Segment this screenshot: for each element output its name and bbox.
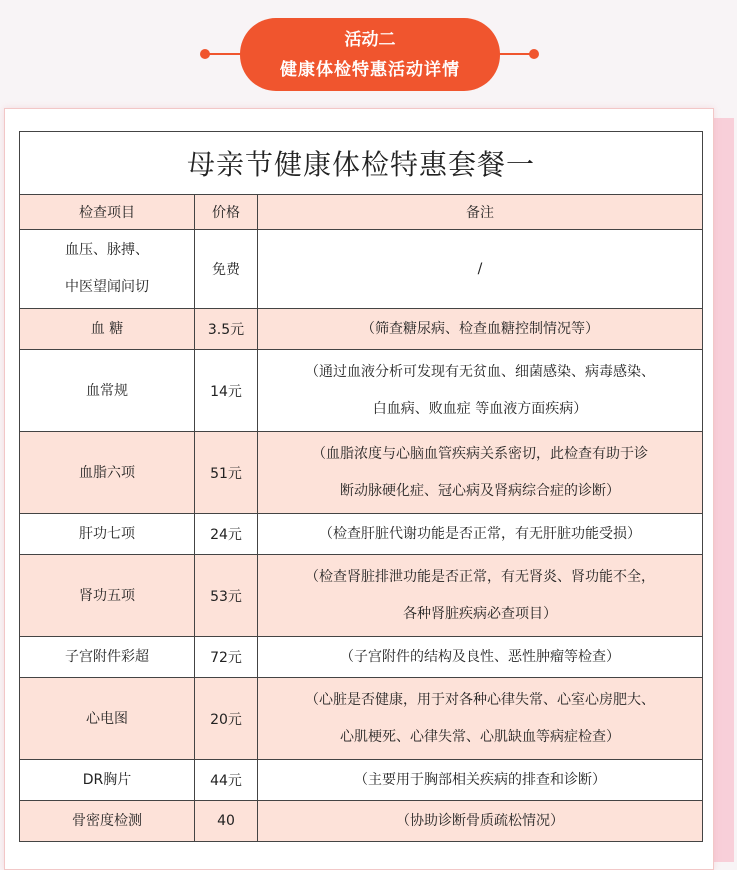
- cell-item: 骨密度检测: [20, 801, 195, 842]
- cell-note: （检查肾脏排泄功能是否正常，有无肾炎、肾功能不全， 各种肾脏疾病必查项目）: [258, 555, 703, 637]
- table-header-row: [20, 195, 703, 230]
- table-row: [20, 350, 703, 432]
- cell-note: （筛查糖尿病、检查血糖控制情况等）: [258, 309, 703, 350]
- header-right-dot: [529, 49, 539, 59]
- cell-item: 肝功七项: [20, 514, 195, 555]
- activity-title: 健康体检特惠活动详情: [280, 60, 460, 80]
- decorative-side-strip: [712, 118, 734, 862]
- cell-price: 14元: [195, 350, 258, 432]
- cell-price: 72元: [195, 637, 258, 678]
- cell-note: （协助诊断骨质疏松情况）: [258, 801, 703, 842]
- column-header-price: 价格: [195, 195, 258, 230]
- table-row: [20, 514, 703, 555]
- activity-badge: [240, 18, 500, 91]
- cell-item: DR胸片: [20, 760, 195, 801]
- table-row: [20, 555, 703, 637]
- cell-price: 40: [195, 801, 258, 842]
- package-table: [19, 131, 703, 842]
- column-header-item: 检查项目: [20, 195, 195, 230]
- cell-note: （主要用于胸部相关疾病的排查和诊断）: [258, 760, 703, 801]
- cell-note: （血脂浓度与心脑血管疾病关系密切，此检查有助于诊 断动脉硬化症、冠心病及肾病综合症的诊断）: [258, 432, 703, 514]
- cell-price: 3.5元: [195, 309, 258, 350]
- cell-note: （通过血液分析可发现有无贫血、细菌感染、病毒感染、 白血病、败血症 等血液方面疾病）: [258, 350, 703, 432]
- cell-price: 51元: [195, 432, 258, 514]
- table-body: [20, 230, 703, 842]
- cell-item: 子宫附件彩超: [20, 637, 195, 678]
- table-row: [20, 637, 703, 678]
- cell-price: 20元: [195, 678, 258, 760]
- cell-item: 血脂六项: [20, 432, 195, 514]
- table-row: [20, 678, 703, 760]
- package-title: 母亲节健康体检特惠套餐一: [20, 132, 703, 195]
- package-card: [4, 108, 714, 870]
- cell-price: 53元: [195, 555, 258, 637]
- cell-note: （检查肝脏代谢功能是否正常，有无肝脏功能受损）: [258, 514, 703, 555]
- cell-price: 24元: [195, 514, 258, 555]
- table-row: [20, 760, 703, 801]
- cell-note: （子宫附件的结构及良性、恶性肿瘤等检查）: [258, 637, 703, 678]
- activity-number: 活动二: [344, 30, 396, 50]
- cell-item: 心电图: [20, 678, 195, 760]
- cell-item: 肾功五项: [20, 555, 195, 637]
- column-header-note: 备注: [258, 195, 703, 230]
- table-row: [20, 309, 703, 350]
- cell-note: （心脏是否健康，用于对各种心律失常、心室心房肥大、 心肌梗死、心律失常、心肌缺血等病症检查）: [258, 678, 703, 760]
- table-row: [20, 801, 703, 842]
- cell-price: 免费: [195, 230, 258, 309]
- cell-item: 血压、脉搏、 中医望闻问切: [20, 230, 195, 309]
- cell-price: 44元: [195, 760, 258, 801]
- section-header: [0, 0, 737, 100]
- cell-note: /: [258, 230, 703, 309]
- cell-item: 血 糖: [20, 309, 195, 350]
- header-left-dot: [200, 49, 210, 59]
- table-row: [20, 432, 703, 514]
- table-row: [20, 230, 703, 309]
- cell-item: 血常规: [20, 350, 195, 432]
